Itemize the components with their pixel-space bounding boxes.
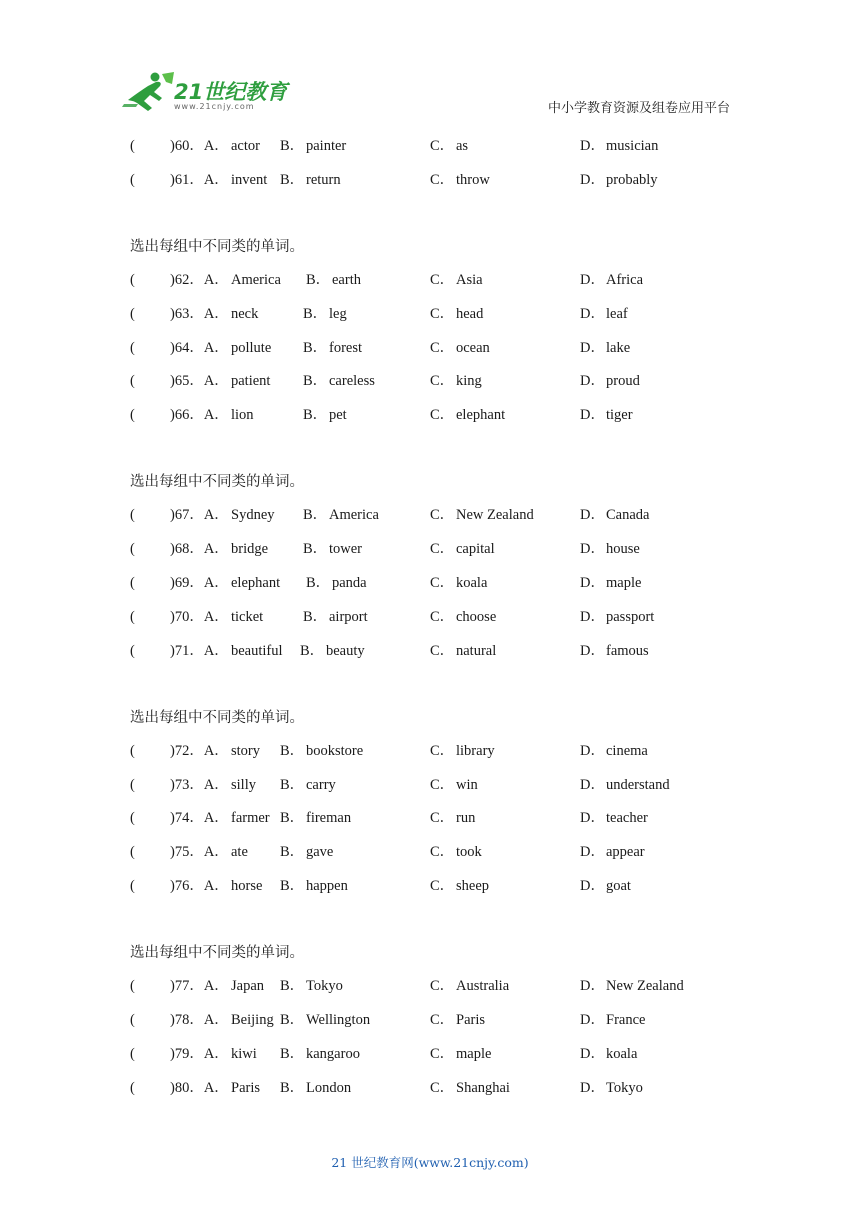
answer-paren[interactable]: ( <box>130 339 135 356</box>
option-a: patient <box>231 373 271 390</box>
question-number: )69．A． <box>170 575 229 592</box>
answer-paren[interactable]: ( <box>130 171 135 188</box>
question-number: )77．A． <box>170 978 229 995</box>
option-b: B． kangaroo <box>280 1045 360 1062</box>
option-c: C． choose <box>430 608 497 625</box>
question-number: )60．A． <box>170 138 229 154</box>
dynamic-sections <box>130 230 750 1106</box>
question-row <box>130 1072 750 1106</box>
question-row <box>130 332 750 366</box>
question-row <box>130 735 750 769</box>
option-c: C． king <box>430 373 482 390</box>
question-section <box>130 230 750 433</box>
option-c: C． natural <box>430 642 497 659</box>
option-d: D．probably <box>580 171 658 188</box>
answer-paren[interactable]: ( <box>130 978 135 995</box>
answer-paren[interactable]: ( <box>130 810 135 827</box>
section-instruction: 选出每组中不同类的单词。 <box>130 238 304 255</box>
section-instruction: 选出每组中不同类的单词。 <box>130 474 304 491</box>
option-a: story <box>231 742 260 759</box>
option-b: B． tower <box>303 541 363 558</box>
question-number: )70．A． <box>170 608 229 625</box>
option-a: Sydney <box>231 507 275 524</box>
option-b: B． return <box>280 171 341 188</box>
question-list <box>130 130 750 1106</box>
option-d: D．goat <box>580 878 631 895</box>
question-row <box>130 970 750 1004</box>
option-a: lion <box>231 407 254 424</box>
option-b: B． gave <box>280 844 334 861</box>
option-a: pollute <box>231 339 272 356</box>
question-row <box>130 1038 750 1072</box>
answer-paren[interactable]: ( <box>130 507 135 524</box>
question-section <box>130 936 750 1106</box>
option-c: C． Australia <box>430 978 510 995</box>
option-d: D．passport <box>580 608 655 625</box>
option-b: B． Tokyo <box>280 978 343 995</box>
question-number: )66．A． <box>170 407 229 424</box>
answer-paren[interactable]: ( <box>130 1012 135 1029</box>
option-c: C． throw <box>430 171 490 188</box>
answer-paren[interactable]: ( <box>130 742 135 759</box>
option-b: B． forest <box>303 339 363 356</box>
option-c: C． Paris <box>430 1012 485 1029</box>
question-number: )80．A． <box>170 1079 229 1096</box>
question-number: )71．A． <box>170 642 229 659</box>
logo-url: www.21cnjy.com <box>174 102 255 111</box>
question-number: )73．A． <box>170 776 229 793</box>
option-a: ate <box>231 844 248 861</box>
option-b: B． beauty <box>300 642 365 659</box>
option-d: D．house <box>580 541 640 558</box>
answer-paren[interactable]: ( <box>130 541 135 558</box>
option-a: elephant <box>231 575 281 592</box>
option-d: D．understand <box>580 776 670 793</box>
answer-paren[interactable]: ( <box>130 1045 135 1062</box>
platform-name: 中小学教育资源及组卷应用平台 <box>547 101 730 116</box>
question-row <box>130 264 750 298</box>
option-b: B． Wellington <box>280 1012 371 1029</box>
question-section <box>130 130 750 198</box>
question-row <box>130 298 750 332</box>
option-c: C． sheep <box>430 878 490 895</box>
option-a: Paris <box>231 1079 260 1096</box>
question-number: )75．A． <box>170 844 229 861</box>
option-d: D．tiger <box>580 407 633 424</box>
option-a: Beijing <box>231 1012 274 1029</box>
answer-paren[interactable]: ( <box>130 878 135 895</box>
question-number: )74．A． <box>170 810 229 827</box>
question-number: )68．A． <box>170 541 229 558</box>
question-number: )78．A． <box>170 1012 229 1029</box>
option-c: C． library <box>430 742 495 759</box>
option-d: D．famous <box>580 642 649 659</box>
question-row <box>130 836 750 870</box>
option-c: C． Asia <box>430 271 483 288</box>
question-row <box>130 567 750 601</box>
question-row <box>130 499 750 533</box>
question-row <box>130 870 750 904</box>
option-b: B． earth <box>306 271 361 288</box>
option-a: neck <box>231 305 259 322</box>
option-b: B． happen <box>280 878 348 895</box>
option-b: B． careless <box>303 373 375 390</box>
option-d: D．teacher <box>580 810 648 827</box>
option-c: C． New Zealand <box>430 507 534 524</box>
option-d: D．New Zealand <box>580 978 684 995</box>
option-d: D．leaf <box>580 305 628 322</box>
question-row <box>130 130 750 164</box>
option-a: Japan <box>231 978 265 995</box>
option-a: silly <box>231 776 256 793</box>
option-a: America <box>231 271 281 288</box>
option-c: C． ocean <box>430 339 490 356</box>
option-a: kiwi <box>231 1045 257 1062</box>
option-b: B． painter <box>280 138 347 154</box>
option-b: B． airport <box>303 608 368 625</box>
option-d: D．proud <box>580 373 640 390</box>
question-row <box>130 399 750 433</box>
question-number: )65．A． <box>170 373 229 390</box>
option-d: D．maple <box>580 575 642 592</box>
option-b: B． fireman <box>280 810 352 827</box>
question-section <box>130 701 750 904</box>
question-number: )76．A． <box>170 878 229 895</box>
answer-paren[interactable]: ( <box>130 407 135 424</box>
option-c: C． koala <box>430 575 488 592</box>
answer-paren[interactable]: ( <box>130 844 135 861</box>
answer-paren[interactable]: ( <box>130 1079 135 1096</box>
answer-paren[interactable]: ( <box>130 138 135 154</box>
question-row <box>130 365 750 399</box>
footer-text[interactable]: 21 世纪教育网(www.21cnjy.com) <box>331 1155 529 1170</box>
site-logo[interactable] <box>122 70 292 116</box>
question-row <box>130 769 750 803</box>
option-d: D．koala <box>580 1045 638 1062</box>
option-a: farmer <box>231 810 270 827</box>
section-instruction: 选出每组中不同类的单词。 <box>130 945 304 962</box>
question-number: )61．A． <box>170 171 229 188</box>
question-row <box>130 601 750 635</box>
option-b: B． bookstore <box>280 742 364 759</box>
option-c: C． win <box>430 776 478 793</box>
question-row <box>130 802 750 836</box>
question-number: )62．A． <box>170 271 229 288</box>
option-c: C． took <box>430 844 482 861</box>
option-a: ticket <box>231 608 264 625</box>
option-b: B． pet <box>303 407 347 424</box>
option-d: D．lake <box>580 339 631 356</box>
option-d: D．musician <box>580 138 659 154</box>
answer-paren[interactable]: ( <box>130 776 135 793</box>
question-number: )67．A． <box>170 507 229 524</box>
question-number: )79．A． <box>170 1045 229 1062</box>
option-b: B． leg <box>303 305 347 322</box>
answer-paren[interactable]: ( <box>130 608 135 625</box>
option-b: B． panda <box>306 575 367 592</box>
question-row <box>130 635 750 669</box>
question-number: )64．A． <box>170 339 229 356</box>
option-b: B． America <box>303 507 379 524</box>
option-c: C． head <box>430 305 484 322</box>
question-number: )72．A． <box>170 742 229 759</box>
option-a: actor <box>231 138 260 154</box>
option-d: D．France <box>580 1012 646 1029</box>
option-c: C． as <box>430 138 469 154</box>
option-c: C． elephant <box>430 407 506 424</box>
option-a: bridge <box>231 541 269 558</box>
option-a: invent <box>231 171 268 188</box>
question-number: )63．A． <box>170 305 229 322</box>
logo-text: 21世纪教育 <box>174 80 288 104</box>
option-d: D．appear <box>580 844 645 861</box>
answer-paren[interactable]: ( <box>130 575 135 592</box>
answer-paren[interactable]: ( <box>130 305 135 322</box>
option-d: D．Canada <box>580 507 650 524</box>
option-a: horse <box>231 878 263 895</box>
section-instruction: 选出每组中不同类的单词。 <box>130 709 304 726</box>
answer-paren[interactable]: ( <box>130 642 135 659</box>
option-d: D．Tokyo <box>580 1079 643 1096</box>
option-a: beautiful <box>231 642 283 659</box>
option-c: C． Shanghai <box>430 1079 510 1096</box>
option-c: C． maple <box>430 1045 492 1062</box>
answer-paren[interactable]: ( <box>130 373 135 390</box>
question-row <box>130 533 750 567</box>
option-d: D．cinema <box>580 742 648 759</box>
question-section <box>130 465 750 668</box>
answer-paren[interactable]: ( <box>130 271 135 288</box>
option-d: D．Africa <box>580 271 644 288</box>
option-c: C． capital <box>430 541 495 558</box>
option-b: B． London <box>280 1079 352 1096</box>
question-row <box>130 1004 750 1038</box>
option-b: B． carry <box>280 776 336 793</box>
question-row <box>130 164 750 198</box>
option-c: C． run <box>430 810 476 827</box>
